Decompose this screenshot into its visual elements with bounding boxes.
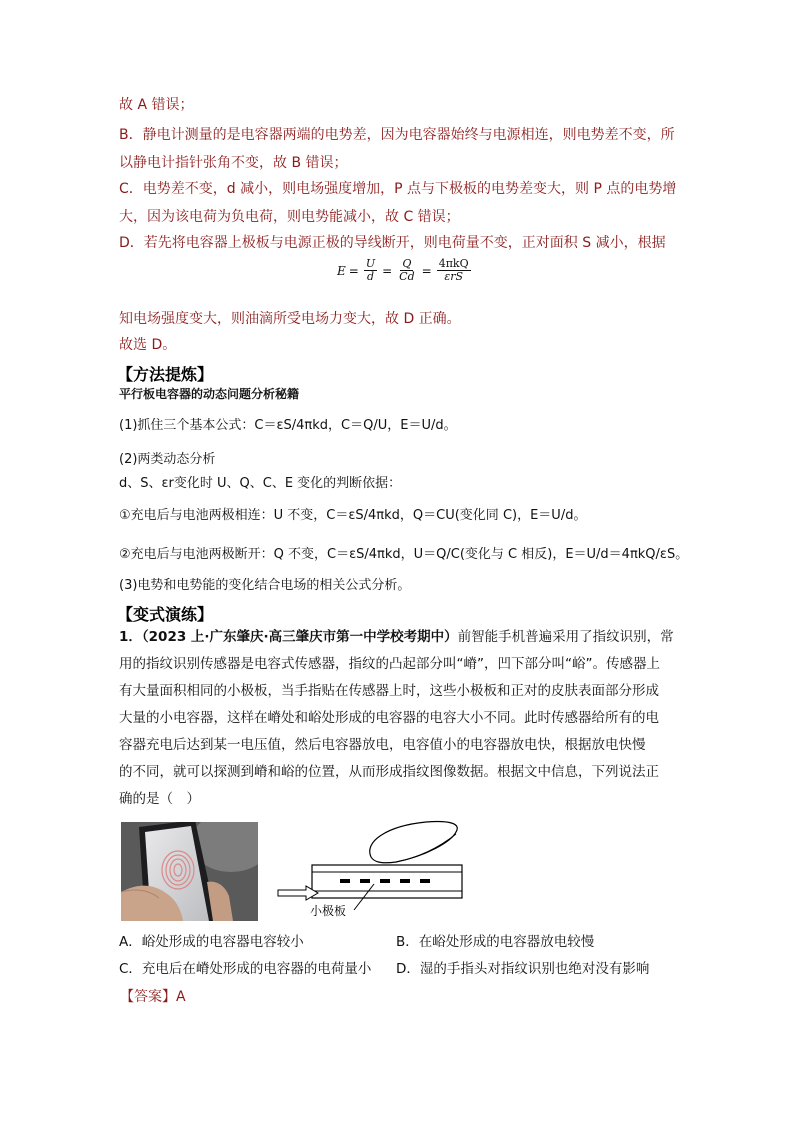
question-line3: 有大量面积相同的小极板，当手指贴在传感器上时，这些小极板和正对的皮肤表面部分形成 [119,683,659,699]
eq-lhs: E [337,263,346,278]
analysis-line-a: 故 A 错误； [119,97,194,113]
method-item1: (1)抓住三个基本公式：C＝εS/4πkd，C＝Q/U，E＝U/d。 [119,418,457,433]
option-a[interactable]: A．峪处形成的电容器电容较小 [119,934,304,950]
analysis-b-line1: B．静电计测量的是电容器两端的电势差，因为电容器始终与电源相连，则电势差不变，所 [119,127,675,143]
question-line2: 用的指纹识别传感器是电容式传感器，指纹的凸起部分叫“嵴”，凹下部分叫“峪”。传感器上 [119,656,660,672]
analysis-b-line2: 以静电计指针张角不变，故 B 错误； [119,155,348,171]
option-c[interactable]: C．充电后在嵴处形成的电容器的电荷量小 [119,961,372,977]
analysis-c-line1: C．电势差不变，d 减小，则电场强度增加，P 点与下极板的电势差变大，则 P 点的电势增 [119,181,677,197]
answer [120,987,186,1007]
method-case2: ②充电后与电池两极断开：Q 不变，C＝εS/4πkd，U＝Q/C(变化与 C 相反)，E＝U/d＝4πkQ/εS。 [119,547,689,562]
method-case1: ①充电后与电池两极相连：U 不变，C＝εS/4πkd，Q＝CU(变化同 C)，E＝U/d。 [119,508,587,523]
eq-fraction-2: $\frac{Q}{Cd}$ [399,257,415,283]
analysis-c-line2: 大，因为该电荷为负电荷，则电势能减小，故 C 错误； [119,209,460,225]
method-item3: (3)电势和电势能的变化结合电场的相关公式分析。 [119,578,411,593]
question-line7: 确的是（ ） [119,791,200,807]
practice-title: 【变式演练】 [117,605,214,624]
answer-label: 【答案】 [120,989,176,1005]
analysis-d-line1: D．若先将电容器上极板与电源正极的导线断开，则电荷量不变，正对面积 S 减小，根据 [119,235,666,251]
diagram-label-plate: 小极板 [310,904,347,918]
analysis-d-line2: 知电场强度变大，则油滴所受电场力变大，故 D 正确。 [119,311,461,327]
phone-fingerprint-illustration [121,822,258,921]
method-subtitle: 平行板电容器的动态问题分析秘籍 [119,387,300,401]
option-b[interactable]: B．在峪处形成的电容器放电较慢 [396,934,595,950]
answer-value: A [176,989,186,1005]
eq-fraction-1: $\frac{U}{d}$ [365,257,376,283]
option-d[interactable]: D．湿的手指头对指纹识别也绝对没有影响 [396,961,650,977]
question-source: （2023 上·广东肇庆·高三肇庆市第一中学校考期中） [141,629,458,645]
method-item2-desc: d、S、εr变化时 U、Q、C、E 变化的判断依据： [119,476,402,491]
phone-fingerprint-photo [121,822,258,921]
method-item2: (2)两类动态分析 [119,452,216,467]
question-line4: 大量的小电容器，这样在嵴处和峪处形成的电容器的电容大小不同。此时传感器给所有的电 [119,710,659,726]
question-line5: 容器充电后达到某一电压值，然后电容器放电，电容值小的电容器放电快，根据放电快慢 [119,737,646,753]
method-title: 【方法提炼】 [117,365,214,384]
field-strength-equation: E = $\frac{U}{d}$ = $\frac{Q}{Cd}$ = $\frac{\text{4πkQ}}{\text{εrS}}$ [337,257,469,283]
analysis-conclusion: 故选 D。 [119,337,177,353]
eq-fraction-3: $\frac{\text{4πkQ}}{\text{εrS}}$ [438,257,469,283]
question-line1: 1．（2023 上·广东肇庆·高三肇庆市第一中学校考期中）前智能手机普遍采用了指纹识别，常 [119,629,674,645]
sensor-diagram [276,812,476,924]
question-line6: 的不同，就可以探测到嵴和峪的位置，从而形成指纹图像数据。根据文中信息，下列说法正 [119,764,659,780]
method-item1-formula: C＝εS/4πkd，C＝Q/U，E＝U/d。 [254,418,457,433]
